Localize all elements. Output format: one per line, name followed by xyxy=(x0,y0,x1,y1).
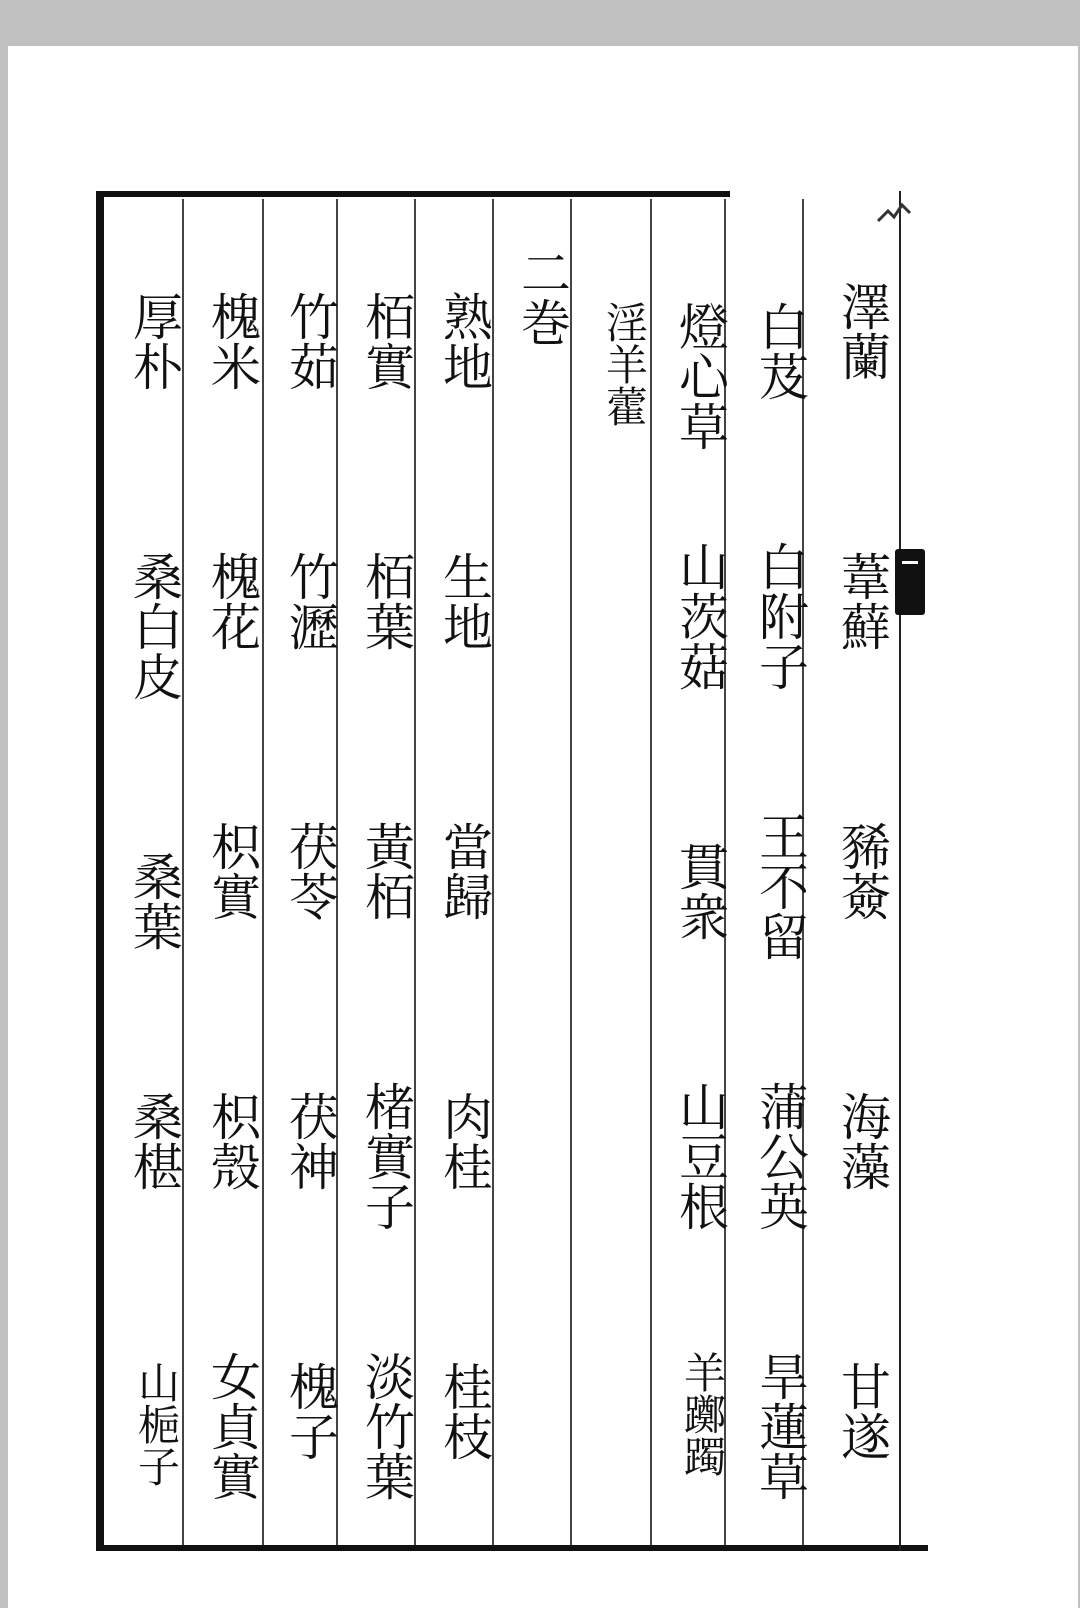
herb-name: 女貞實 xyxy=(203,1351,261,1501)
herb-name: 栢葉 xyxy=(357,551,415,651)
herb-name: 淡竹葉 xyxy=(357,1351,415,1501)
frame-border-bottom xyxy=(96,1545,928,1551)
herb-name: 山豆根 xyxy=(671,1081,729,1231)
herb-name: 楮實子 xyxy=(357,1081,415,1231)
herb-name: 槐米 xyxy=(203,291,261,391)
herb-name: 桑葉 xyxy=(125,851,183,951)
herb-name: 葦蘚 xyxy=(833,551,891,651)
herb-name: 茯神 xyxy=(281,1091,339,1191)
herb-name: 羊躑躅 xyxy=(678,1351,727,1477)
herb-name: 澤蘭 xyxy=(833,281,891,381)
frame-border-left xyxy=(96,191,104,1551)
herb-name: 栢實 xyxy=(357,291,415,391)
herb-name: 蒲公英 xyxy=(751,1081,809,1231)
herb-name: 山梔子 xyxy=(132,1361,181,1487)
text-column xyxy=(574,191,652,1545)
herb-name: 肉桂 xyxy=(435,1091,493,1191)
herb-name: 枳殼 xyxy=(203,1091,261,1191)
herb-name: 旱蓮草 xyxy=(751,1351,809,1501)
herb-name: 王不留 xyxy=(751,811,809,961)
herb-name: 生地 xyxy=(435,551,493,651)
text-column xyxy=(652,191,730,1545)
herb-name: 淫羊藿 xyxy=(600,301,649,427)
herb-name: 槐子 xyxy=(281,1361,339,1461)
text-column xyxy=(814,191,892,1545)
herb-name: 熟地 xyxy=(435,291,493,391)
fishtail-block-mark xyxy=(895,549,925,615)
text-column xyxy=(494,191,572,1545)
frame-border-right xyxy=(899,191,901,551)
printed-frame xyxy=(96,191,936,1563)
herb-name: 燈心草 xyxy=(671,301,729,451)
herb-name: 黃栢 xyxy=(357,821,415,921)
herb-name: 竹茹 xyxy=(281,291,339,391)
frame-border-right xyxy=(899,611,901,1551)
herb-name: 白附子 xyxy=(751,541,809,691)
herb-name: 桂枝 xyxy=(435,1361,493,1461)
herb-name: 豨薟 xyxy=(833,821,891,921)
herb-name: 白芨 xyxy=(751,301,809,401)
text-column xyxy=(732,191,810,1545)
herb-name: 茯苓 xyxy=(281,821,339,921)
herb-name: 當歸 xyxy=(435,821,493,921)
herb-name: 甘遂 xyxy=(833,1361,891,1461)
text-column xyxy=(262,191,340,1545)
herb-name: 竹瀝 xyxy=(281,551,339,651)
herb-name: 海藻 xyxy=(833,1091,891,1191)
herb-name: 枳實 xyxy=(203,821,261,921)
herb-name: 槐花 xyxy=(203,551,261,651)
text-column xyxy=(184,191,262,1545)
text-column xyxy=(106,191,184,1545)
herb-name: 厚朴 xyxy=(125,291,183,391)
herb-name: 山茨菇 xyxy=(671,541,729,691)
scanned-page xyxy=(8,46,1078,1608)
herb-name: 桑椹 xyxy=(125,1091,183,1191)
herb-name: 桑白皮 xyxy=(125,551,183,701)
text-column xyxy=(416,191,494,1545)
volume-heading: 二巻 xyxy=(513,247,571,347)
herb-name: 貫衆 xyxy=(671,841,729,941)
text-column xyxy=(338,191,416,1545)
